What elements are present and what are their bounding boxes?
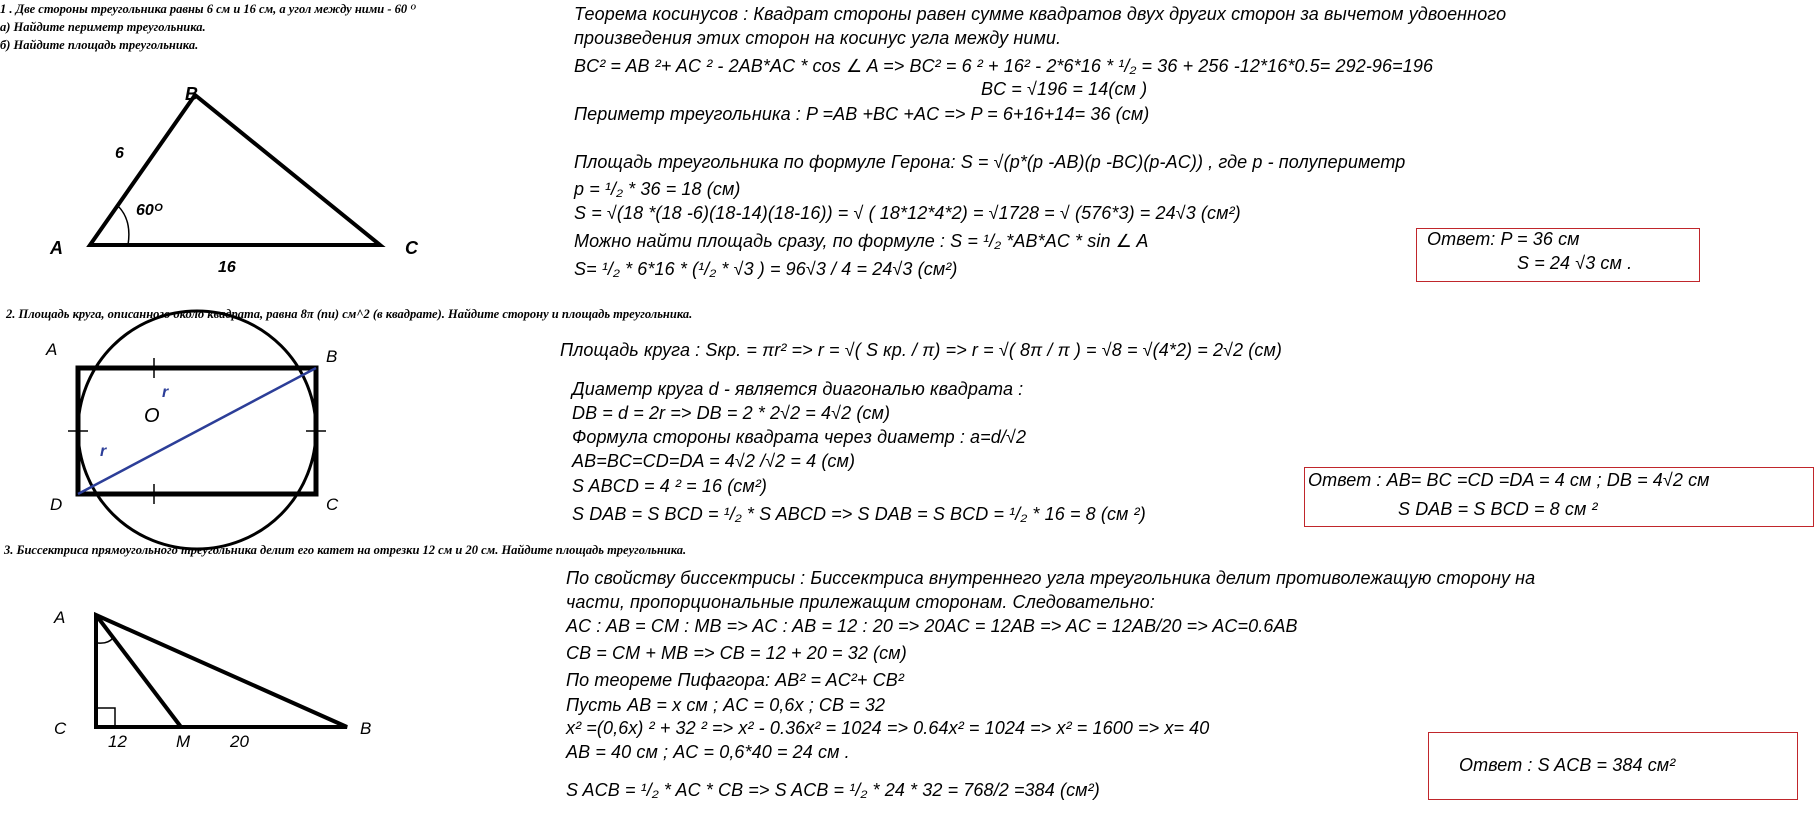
p3-sol-line-8: AB = 40 см ; AC = 0,6*40 = 24 см . [566, 742, 850, 762]
p3-sol-line-5: По теореме Пифагора: AB² = AC²+ CB² [566, 670, 904, 690]
answer-box-2 [1304, 467, 1814, 527]
p2-sol-line-6: S ABCD = 4 ² = 16 (см²) [572, 476, 768, 496]
center-o-label: O [144, 405, 160, 427]
vertex-m-label: M [176, 732, 191, 751]
vertex-a-label: A [46, 340, 58, 359]
vertex-c-label: C [54, 719, 67, 738]
answer2-line-1: Ответ : AB= BC =CD =DA = 4 см ; DB = 4√2 см [1308, 470, 1710, 490]
p3-sol-line-2: части, пропорциональные прилежащим сторонам. Следовательно: [566, 592, 1155, 612]
vertex-d-label: D [50, 495, 63, 514]
circle-square-figure [30, 330, 339, 530]
p1-sol-line-9: Можно найти площадь сразу, по формуле : S = ¹/₂ *AB*AC * sin ∠ A [574, 231, 1149, 251]
p1-sol-line-8: S = √(18 *(18 -6)(18-14)(18-16)) = √ ( 18*12*4*2) = √1728 = √ (576*3) = 24√3 (см²) [574, 203, 1241, 223]
angle-arc [118, 206, 129, 245]
radius-label-upper: r [162, 384, 169, 401]
p1-sol-line-3: BC² = AB ²+ AC ² - 2AB*AC * cos ∠ A => BC² = 6 ² + 16² - 2*6*16 * ¹/₂ = 36 + 256 -12*16*0.5= 292-96=196 [574, 56, 1434, 76]
p3-sol-line-3: AC : AB = CM : MB => AC : AB = 12 : 20 => 20AC = 12AB => AC = 12AB/20 => AC=0.6AB [566, 616, 1298, 636]
answer-box-1 [1416, 228, 1700, 282]
p1-sol-line-1: Теорема косинусов : Квадрат стороны равен сумме квадратов двух других сторон за вычетом удвоенного [574, 4, 1507, 24]
p1-sol-line-7: p = ¹/₂ * 36 = 18 (см) [574, 179, 741, 199]
problem2-task: 2. Площадь круга, описанного около квадрата, равна 8π (пи) см^2 (в квадрате). Найдите сторону и площадь треугольника. [6, 307, 693, 321]
triangle-figure-1 [40, 80, 480, 276]
answer3-text: Ответ : S ACB = 384 см² [1459, 755, 1676, 775]
side-ab-label: 6 [115, 145, 124, 162]
p3-sol-line-4: CB = CM + MB => CB = 12 + 20 = 32 (см) [566, 643, 907, 663]
answer-box-3 [1428, 732, 1798, 800]
p2-sol-line-4: Формула стороны квадрата через диаметр : a=d/√2 [572, 427, 1027, 447]
p2-sol-line-2: Диаметр круга d - является диагональю квадрата : [572, 379, 1024, 399]
p1-sol-line-2: произведения этих сторон на косинус угла между ними. [574, 28, 1062, 48]
angle-arc [98, 638, 113, 643]
diagonal-db [78, 368, 316, 494]
p1-sol-line-10: S= ¹/₂ * 6*16 * (¹/₂ * √3 ) = 96√3 / 4 = 24√3 (см²) [574, 259, 958, 279]
radius-label-lower: r [100, 443, 107, 460]
problem3-task: 3. Биссектриса прямоугольного треугольника делит его катет на отрезки 12 см и 20 см. Найдите площадь треугольника. [4, 543, 687, 557]
p3-sol-line-1: По свойству биссектрисы : Биссектриса внутреннего угла треугольника делит противолежащую сторону на [566, 568, 1536, 588]
p2-sol-line-3: DB = d = 2r => DB = 2 * 2√2 = 4√2 (см) [572, 403, 891, 423]
triangle-abc [90, 95, 380, 245]
p3-sol-line-7: x² =(0,6x) ² + 32 ² => x² - 0.36x² = 1024 => 0.64x² = 1024 => x² = 1600 => x= 40 [566, 718, 1210, 738]
vertex-a-label: A [50, 238, 63, 258]
vertex-c-label: C [405, 238, 418, 258]
vertex-b-label: B [185, 84, 198, 104]
problem1-task-line-1: 1 . Две стороны треугольника равны 6 см и 16 см, а угол между ними - 60 ᴼ [0, 2, 416, 16]
triangle-acb [96, 615, 347, 727]
vertex-b-label: B [360, 719, 372, 738]
vertex-c-label: C [326, 495, 339, 514]
p1-sol-line-4: BC = √196 = 14(см ) [981, 79, 1148, 99]
segment-cm-label: 12 [108, 732, 127, 751]
side-ac-label: 16 [218, 259, 236, 276]
right-angle-mark [96, 708, 115, 727]
p1-sol-line-6: Площадь треугольника по формуле Герона: S = √(p*(p -AB)(p -BC)(p-AC)) , где p - полупериметр [574, 152, 1406, 172]
answer1-line-1: Ответ: P = 36 см [1427, 229, 1580, 249]
p2-sol-line-1: Площадь круга : Sкр. = πr² => r = √( S кр. / π) => r = √( 8π / π ) = √8 = √(4*2) = 2√2 (см) [560, 340, 1282, 360]
vertex-a-label: A [54, 608, 66, 627]
p3-sol-line-6: Пусть AB = x см ; AC = 0,6x ; CB = 32 [566, 695, 886, 715]
p2-sol-line-7: S DAB = S BCD = ¹/₂ * S ABCD => S DAB = S BCD = ¹/₂ * 16 = 8 (см ²) [572, 504, 1146, 524]
problem1-task-line-2: а) Найдите периметр треугольника. [0, 20, 206, 34]
p3-sol-line-9: S ACB = ¹/₂ * AC * CB => S ACB = ¹/₂ * 24 * 32 = 768/2 =384 (см²) [566, 780, 1100, 800]
angle-label: 60ᴼ [136, 202, 163, 219]
vertex-b-label: B [326, 347, 338, 366]
problem1-task-line-3: б) Найдите площадь треугольника. [0, 38, 199, 52]
p2-sol-line-5: AB=BC=CD=DA = 4√2 /√2 = 4 (см) [572, 451, 856, 471]
segment-mb-label: 20 [230, 732, 249, 751]
p1-sol-line-5: Периметр треугольника : P =AB +BC +AC => P = 6+16+14= 36 (см) [574, 104, 1150, 124]
answer1-line-2: S = 24 √3 см . [1517, 253, 1633, 273]
right-triangle-figure [40, 600, 400, 760]
answer2-line-2: S DAB = S BCD = 8 см ² [1398, 499, 1598, 519]
